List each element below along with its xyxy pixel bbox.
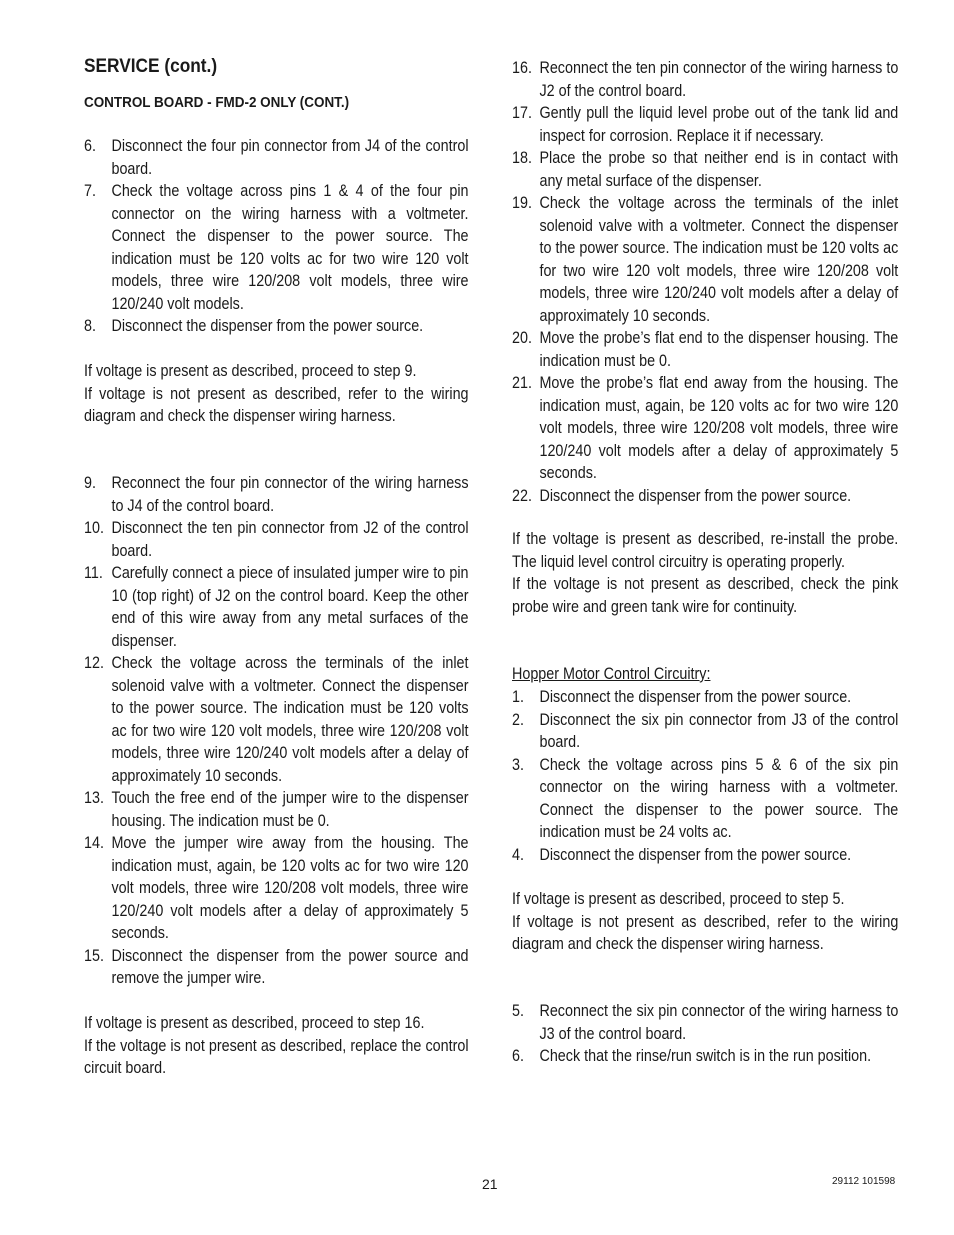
paragraph-line: If voltage is not present as described, refer to the wiring diagram and check the dispenser wiring harness. [84, 384, 469, 425]
step-item [512, 147, 898, 192]
step-number: 12. [84, 654, 104, 672]
step-text: Check that the rinse/run switch is in the run position. [539, 1047, 872, 1065]
step-text: Reconnect the four pin connector of the wiring harness to J4 of the control board. [111, 474, 469, 515]
paragraph-line: If the voltage is not present as described, check the pink probe wire and green tank wire for continuity. [512, 575, 899, 616]
step-text: Disconnect the four pin connector from J4 of the control board. [111, 137, 469, 178]
step-number: 8. [84, 317, 96, 335]
step-number: 15. [84, 946, 104, 965]
step-number: 18. [512, 149, 532, 167]
step-number: 9. [84, 474, 96, 492]
hopper-voltage-paragraph [512, 888, 898, 956]
step-item [84, 315, 469, 338]
step-number: 6. [512, 1047, 524, 1065]
step-text: Place the probe so that neither end is in contact with any metal surface of the dispenser. [539, 149, 899, 190]
step-item [84, 787, 469, 832]
step-item [512, 372, 898, 485]
step-item [512, 1045, 898, 1068]
paragraph-line: If voltage is present as described, proceed to step 9. [84, 362, 417, 380]
step-text: Reconnect the ten pin connector of the wiring harness to J2 of the control board. [539, 59, 899, 100]
step-item [512, 192, 898, 327]
steps-9-15 [84, 472, 469, 990]
hopper-steps-1-4 [512, 686, 898, 866]
step-text: Disconnect the six pin connector from J3 of the control board. [539, 710, 899, 751]
steps-6-8 [84, 135, 469, 338]
step-number: 21. [512, 374, 532, 392]
paragraph-line: If voltage is present as described, proceed to step 5. [512, 890, 845, 908]
step-item [84, 562, 469, 652]
steps-16-22 [512, 57, 898, 507]
step-item [84, 832, 469, 945]
step-text: Check the voltage across pins 1 & 4 of the four pin connector on the wiring harness with a voltmeter. Connect the dispenser to the power source. The indication must be 120 volts ac for two wire 120 volt models, three wire 120/208 volt models, three wire 120/240 volt models. [111, 182, 469, 313]
step-item [84, 180, 469, 315]
step-item [84, 945, 469, 990]
paragraph-line: If voltage is not present as described, refer to the wiring diagram and check the dispenser wiring harness. [512, 912, 899, 953]
step-number: 20. [512, 329, 532, 347]
step-number: 10. [84, 519, 104, 537]
step-item [512, 485, 898, 508]
voltage-check-paragraph-2 [84, 1012, 469, 1080]
step-item [512, 709, 898, 754]
step-item [84, 135, 469, 180]
hopper-steps-5-6 [512, 1000, 898, 1068]
step-item [84, 472, 469, 517]
step-text: Check the voltage across the terminals of the inlet solenoid valve with a voltmeter. Connect the dispenser to the power source. The indication must be 120 volts ac for two wire 120 volt models, three wire 120/208 volt models, three wire 120/240 volt models after a delay of approximately 10 seconds. [539, 194, 899, 325]
step-text: Disconnect the dispenser from the power source. [539, 486, 852, 505]
step-text: Disconnect the dispenser from the power source and remove the jumper wire. [111, 946, 469, 987]
step-number: 7. [84, 182, 96, 200]
step-item [84, 652, 469, 787]
step-item [84, 517, 469, 562]
section-title: SERVICE (cont.) [84, 55, 218, 77]
step-number: 5. [512, 1002, 524, 1020]
hopper-heading-text: Hopper Motor Control Circuitry: [512, 665, 711, 683]
step-text: Disconnect the dispenser from the power source. [539, 688, 852, 706]
probe-result-paragraph [512, 528, 898, 618]
step-number: 19. [512, 194, 532, 212]
step-text: Reconnect the six pin connector of the wiring harness to J3 of the control board. [539, 1002, 899, 1043]
step-text: Disconnect the ten pin connector from J2 of the control board. [111, 519, 469, 560]
step-number: 17. [512, 104, 532, 122]
step-number: 16. [512, 59, 532, 77]
step-text: Move the probe’s flat end to the dispenser housing. The indication must be 0. [539, 329, 899, 370]
page-number: 21 [482, 1176, 498, 1192]
step-text: Move the probe’s flat end away from the housing. The indication must, again, be 120 volts ac for two wire 120 volt models, three wire 120/208 volt models, three wire 120/240 volt models after a delay of approximately 5 seconds. [539, 374, 899, 482]
step-item [512, 754, 898, 844]
step-number: 4. [512, 845, 524, 864]
step-text: Disconnect the dispenser from the power source. [111, 317, 424, 335]
step-text: Check the voltage across pins 5 & 6 of the six pin connector on the wiring harness with a voltmeter. Connect the dispenser to the power source. The indication must be 24 volts ac. [539, 755, 899, 841]
paragraph-line: If the voltage is not present as described, replace the control circuit board. [84, 1036, 469, 1077]
subsection-title: CONTROL BOARD - FMD-2 ONLY (CONT.) [84, 94, 350, 111]
paragraph-line: If voltage is present as described, proceed to step 16. [84, 1014, 425, 1032]
step-number: 14. [84, 834, 104, 852]
paragraph-line: If the voltage is present as described, re-install the probe. The liquid level control circuitry is operating properly. [512, 530, 899, 571]
step-text: Move the jumper wire away from the housing. The indication must, again, be 120 volts ac for two wire 120 volt models, three wire 120/208 volt models, three wire 120/240 volt models after a delay of approximately 5 seconds. [111, 834, 469, 942]
step-text: Carefully connect a piece of insulated jumper wire to pin 10 (top right) of J2 on the control board. Keep the other end of this wire away from any metal surfaces of the dispenser. [111, 564, 469, 650]
step-number: 2. [512, 710, 524, 729]
step-text: Check the voltage across the terminals of the inlet solenoid valve with a voltmeter. Connect the dispenser to the power source. The indication must be 120 volts ac for two wire 120 volt models, three wire 120/208 volt models, three wire 120/240 volt models after a delay of approximately 10 seconds. [111, 654, 469, 785]
step-number: 1. [512, 688, 524, 706]
step-item [512, 1000, 898, 1045]
step-text: Disconnect the dispenser from the power source. [539, 845, 852, 864]
step-text: Touch the free end of the jumper wire to the dispenser housing. The indication must be 0. [111, 789, 469, 830]
step-number: 6. [84, 137, 96, 155]
document-code: 29112 101598 [832, 1176, 896, 1187]
step-item [512, 57, 898, 102]
step-number: 11. [84, 564, 103, 582]
step-number: 22. [512, 486, 532, 505]
voltage-check-paragraph-1 [84, 360, 469, 428]
step-number: 13. [84, 789, 104, 807]
step-item [512, 327, 898, 372]
hopper-motor-heading [512, 663, 898, 686]
step-item [512, 844, 898, 867]
step-item [512, 102, 898, 147]
step-item [512, 686, 898, 709]
step-text: Gently pull the liquid level probe out of the tank lid and inspect for corrosion. Replace it if necessary. [539, 104, 899, 145]
step-number: 3. [512, 755, 524, 774]
